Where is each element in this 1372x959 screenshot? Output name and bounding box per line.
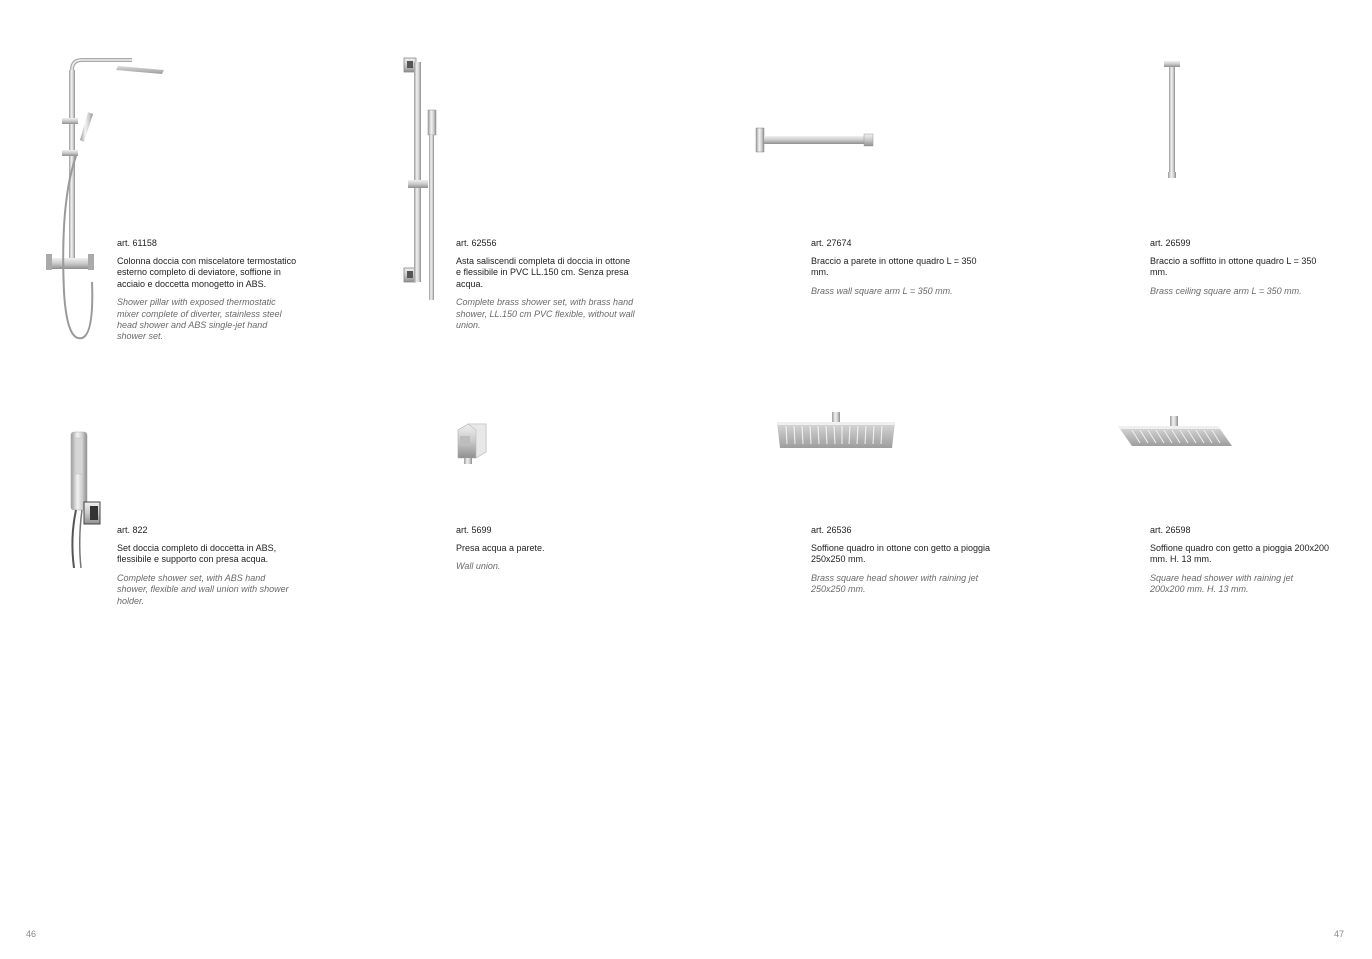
hand-shower-set-icon: [62, 428, 104, 572]
page-number-left: 46: [26, 929, 37, 939]
description-en: Complete brass shower set, with brass hand shower, LL.150 cm PVC flexible, without wall union.: [456, 297, 635, 331]
description-it: Soffione quadro in ottone con getto a pioggia 250x250 mm.: [811, 543, 990, 565]
wall-union-icon: [450, 420, 492, 468]
slide-bar-icon: [398, 52, 442, 304]
description-en: Brass ceiling square arm L = 350 mm.: [1150, 285, 1302, 296]
description-en: Complete shower set, with ABS hand shower, flexible and wall union with shower holder.: [117, 572, 289, 606]
ceiling-arm-icon: [1160, 58, 1184, 182]
product-text: [456, 238, 636, 331]
description-it: Braccio a soffitto in ottone quadro L = 350 mm.: [1150, 256, 1317, 278]
page-number-right: 47: [1334, 929, 1345, 939]
description-it: Set doccia completo di doccetta in ABS, flessibile e supporto con presa acqua.: [117, 543, 277, 565]
art-code: art. 822: [117, 525, 148, 535]
art-code: art. 26536: [811, 525, 852, 535]
description-en: Square head shower with raining jet 200x200 mm. H. 13 mm.: [1150, 572, 1294, 595]
description-en: Wall union.: [456, 561, 501, 572]
description-it: Braccio a parete in ottone quadro L = 350 mm.: [811, 256, 977, 278]
description-it: Presa acqua a parete.: [456, 543, 545, 553]
art-code: art. 5699: [456, 525, 492, 535]
description-en: Brass square head shower with raining jet 250x250 mm.: [811, 572, 979, 595]
product-text: [1150, 238, 1330, 297]
art-code: art. 61158: [117, 238, 157, 248]
product-text: [117, 525, 297, 607]
product-text: [1150, 525, 1330, 596]
head-shower-200-icon: [1114, 414, 1236, 450]
art-code: art. 26599: [1150, 238, 1191, 248]
description-it: Soffione quadro con getto a pioggia 200x200 mm. H. 13 mm.: [1150, 543, 1329, 565]
product-text: [456, 525, 636, 573]
art-code: art. 27674: [811, 238, 852, 248]
product-text: [811, 525, 991, 596]
art-code: art. 62556: [456, 238, 497, 248]
description-it: Colonna doccia con miscelatore termostatico esterno completo di deviatore, soffione in acciaio e doccetta monogetto in ABS.: [117, 256, 297, 289]
head-shower-250-icon: [774, 410, 898, 452]
description-it: Asta saliscendi completa di doccia in ottone e flessibile in PVC LL.150 cm. Senza presa acqua.: [456, 256, 631, 289]
product-text: [117, 238, 297, 343]
product-text: [811, 238, 991, 297]
description-en: Shower pillar with exposed thermostatic mixer complete of diverter, stainless steel head shower and ABS single-jet hand shower set.: [117, 297, 282, 342]
description-en: Brass wall square arm L = 350 mm.: [811, 285, 953, 296]
wall-arm-icon: [752, 124, 878, 154]
art-code: art. 26598: [1150, 525, 1191, 535]
